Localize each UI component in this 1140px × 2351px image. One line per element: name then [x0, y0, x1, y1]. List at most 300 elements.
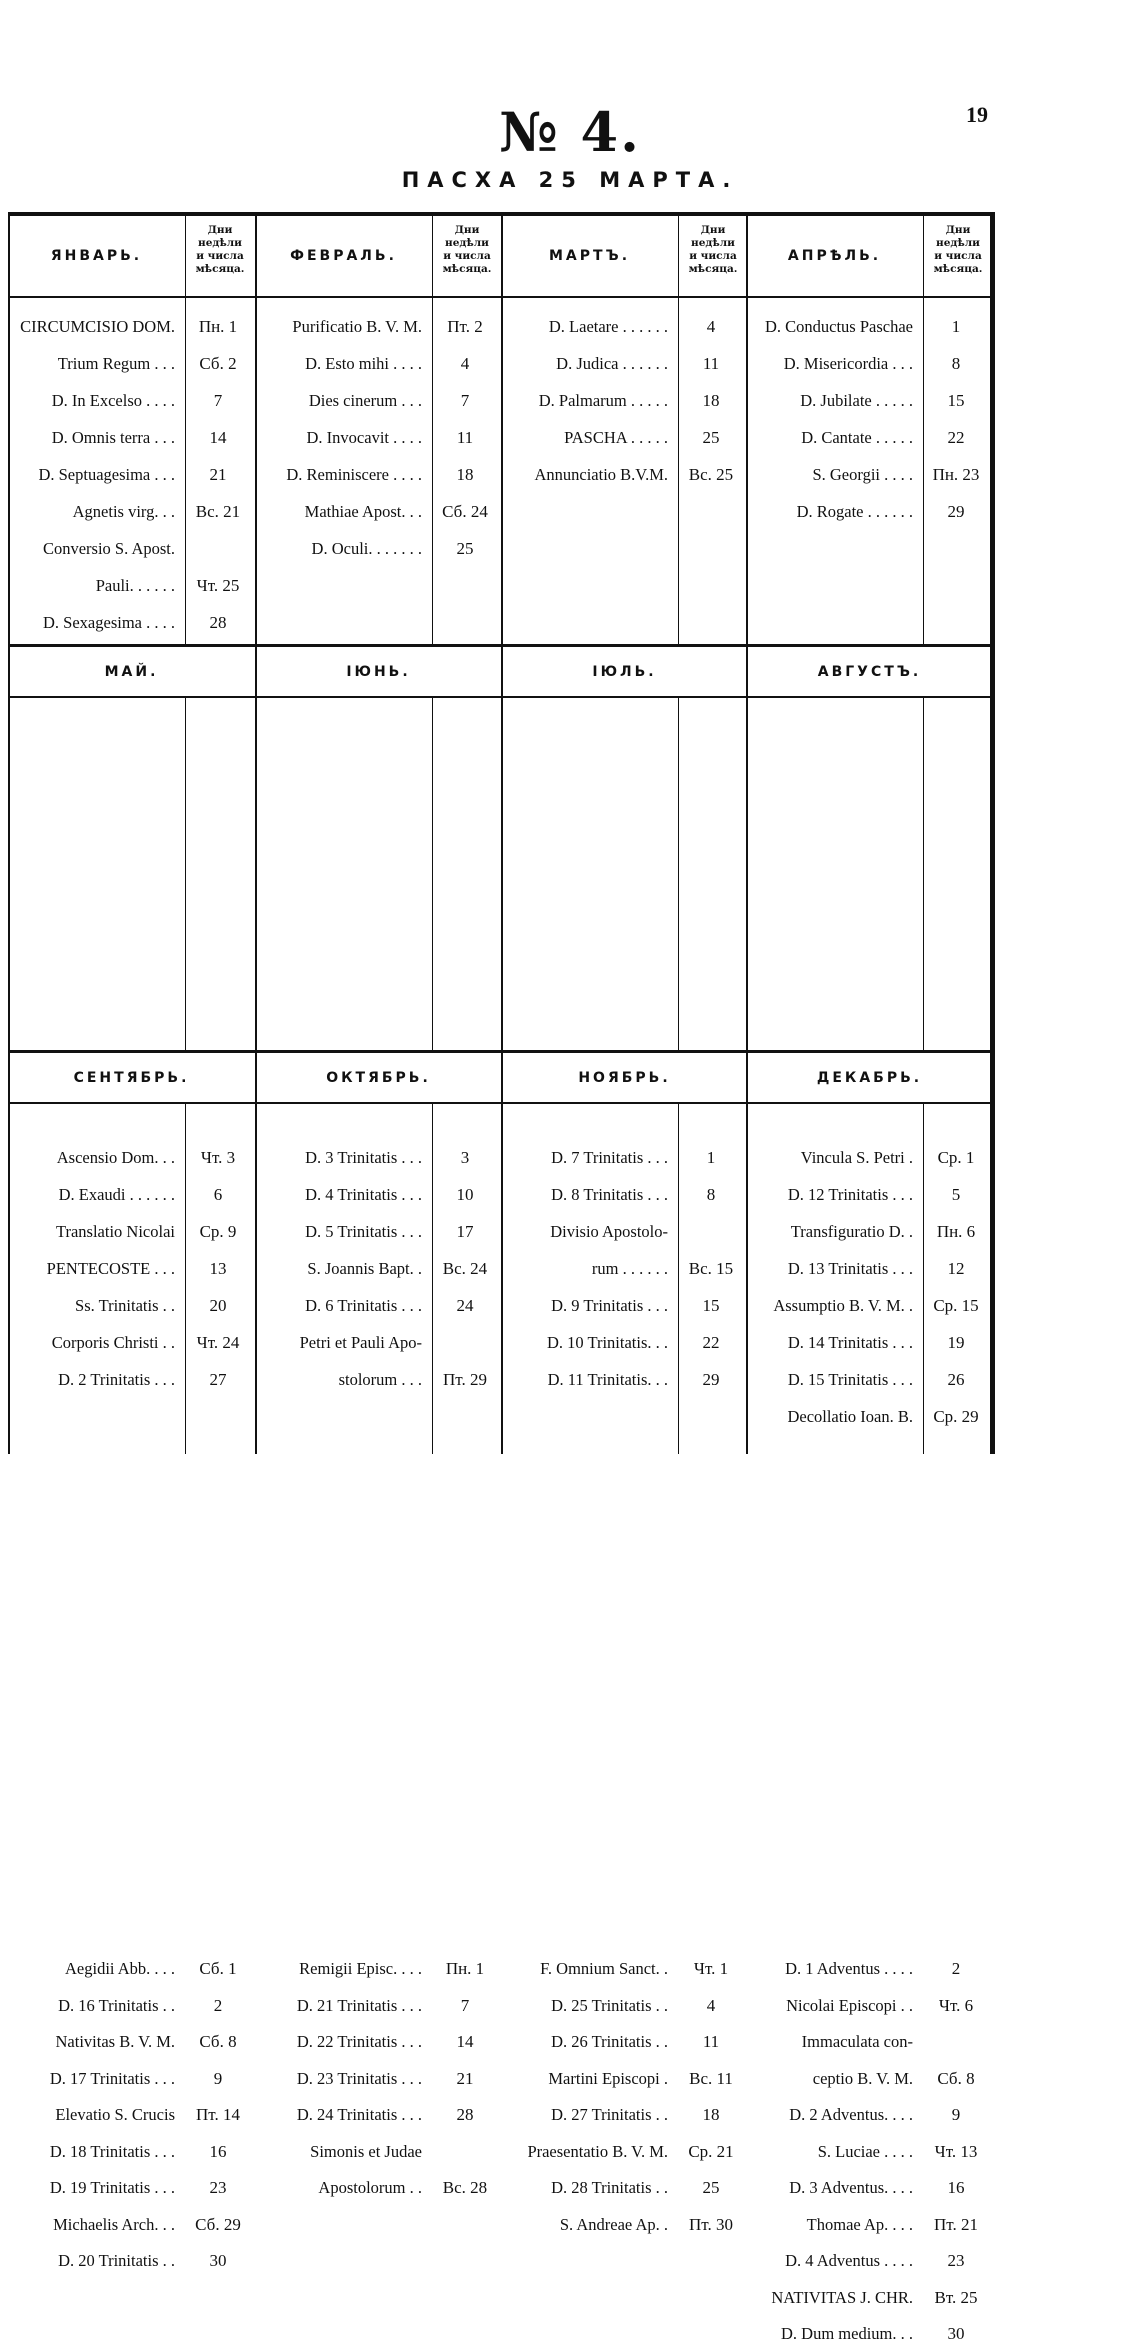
calendar-entry: [10, 495, 253, 529]
entry-day: 21: [456, 2068, 474, 2088]
entry-label: Conversio S. Apost.: [42, 539, 175, 558]
calendar-entry: [257, 1215, 500, 1249]
month-header: МАЙ.: [104, 664, 159, 680]
calendar-entry: [503, 1215, 746, 1249]
calendar-entry: [503, 1252, 746, 1286]
calendar-entry: [10, 2208, 253, 2242]
entry-label: D. 26 Trinitatis . .: [551, 2032, 668, 2051]
entry-label: D. 9 Trinitatis . . .: [551, 1296, 668, 1315]
entry-day: 4: [460, 354, 470, 373]
calendar-entry: [748, 1215, 991, 1249]
calendar-entry: [503, 1289, 746, 1323]
entry-day: 9: [213, 2068, 223, 2088]
calendar-entry: [748, 1989, 991, 2023]
entry-day: Чт. 6: [938, 1995, 974, 2015]
days-header-line: Дни: [945, 224, 971, 236]
entry-label: Nativitas B. V. M.: [55, 2032, 175, 2051]
entry-day: Вс. 21: [195, 502, 241, 521]
entry-day: Пт. 30: [689, 2214, 733, 2234]
calendar-entry: [10, 2098, 253, 2132]
days-header-line: мѣсяца.: [195, 263, 245, 275]
calendar-entry: [748, 347, 991, 381]
entry-label: Apostolorum . .: [318, 2178, 422, 2197]
month-column-border: [501, 1050, 503, 1454]
days-header-line: недѣли: [198, 237, 242, 249]
entry-label: D. In Excelso . . . .: [51, 391, 175, 410]
days-header-line: мѣсяца.: [688, 263, 738, 275]
entry-day: 19: [947, 1333, 965, 1352]
calendar-entry: [10, 310, 253, 344]
entry-label: D. 24 Trinitatis . . .: [296, 2105, 422, 2124]
entry-day: 11: [702, 354, 720, 373]
days-header-line: Дни: [700, 224, 726, 236]
days-header-line: Дни: [454, 224, 480, 236]
entry-day: 7: [213, 391, 223, 410]
calendar-entry: [10, 421, 253, 455]
entry-day: 17: [456, 1222, 474, 1241]
entry-label: Ascensio Dom. . .: [56, 1148, 175, 1167]
entry-label: Transfiguratio D. .: [790, 1222, 913, 1241]
entry-day: 7: [460, 1995, 470, 2015]
calendar-entry: [503, 458, 746, 492]
entry-label: D. 19 Trinitatis . . .: [49, 2178, 175, 2197]
entry-label: D. 21 Trinitatis . . .: [296, 1995, 422, 2015]
calendar-entry: [10, 2062, 253, 2096]
entry-label: D. Rogate . . . . . .: [796, 502, 913, 521]
days-header-line: мѣсяца.: [933, 263, 983, 275]
calendar-entry: [257, 1178, 500, 1212]
entry-day: 9: [951, 2105, 961, 2124]
entry-day: Ср. 9: [199, 1222, 237, 1241]
entry-day: 5: [951, 1185, 961, 1204]
calendar-entry: [257, 1252, 500, 1286]
entry-day: Чт. 13: [934, 2141, 978, 2161]
entry-day: Сб. 8: [199, 2032, 237, 2051]
calendar-entry: [10, 1989, 253, 2023]
entry-day: Пн. 1: [445, 1959, 485, 1978]
calendar-entry: [10, 1178, 253, 1212]
days-column-border: [678, 1102, 679, 1454]
entry-day: Сб. 8: [937, 2068, 975, 2088]
entry-day: 16: [209, 2141, 227, 2161]
calendar-entry: [10, 384, 253, 418]
entry-day: 23: [209, 2178, 227, 2197]
calendar-entry: [748, 2317, 991, 2351]
days-column-border: [923, 1102, 924, 1454]
calendar-entry: [257, 347, 500, 381]
entry-label: F. Omnium Sanct. .: [540, 1959, 668, 1978]
entry-label: ceptio B. V. M.: [812, 2068, 913, 2088]
entry-label: Ss. Trinitatis . .: [75, 1296, 175, 1315]
entry-day: Чт. 3: [200, 1148, 236, 1167]
entry-label: D. Oculi. . . . . . .: [311, 539, 422, 558]
days-header-line: и числа: [443, 250, 491, 262]
entry-day: 25: [702, 2178, 720, 2197]
entry-label: D. 25 Trinitatis . .: [551, 1995, 668, 2015]
entry-label: D. 20 Trinitatis . .: [58, 2251, 175, 2270]
entry-day: 8: [951, 354, 961, 373]
page-subtitle: ПАСХА 25 МАРТА.: [401, 168, 739, 192]
entry-day: 11: [456, 428, 474, 447]
entry-label: D. Dum medium. . .: [781, 2324, 913, 2343]
entry-label: D. 15 Trinitatis . . .: [787, 1370, 913, 1389]
calendar-entry: [748, 2171, 991, 2205]
days-column-border: [432, 696, 433, 1050]
entry-label: Mathiae Apost. . .: [304, 502, 422, 521]
entry-label: D. 28 Trinitatis . .: [551, 2178, 668, 2197]
days-column-header: [187, 224, 253, 276]
entry-label: S. Luciae . . . .: [817, 2141, 913, 2161]
entry-day: 23: [947, 2251, 965, 2270]
calendar-entry: [257, 532, 500, 566]
calendar-entry: [10, 2244, 253, 2278]
calendar-entry: [257, 1141, 500, 1175]
entry-label: D. 6 Trinitatis . . .: [305, 1296, 422, 1315]
entry-day: 26: [947, 1370, 965, 1389]
days-header-line: и числа: [934, 250, 982, 262]
month-header: ФЕВРАЛЬ.: [290, 248, 397, 264]
calendar-entry: [748, 1289, 991, 1323]
entry-day: Вс. 25: [688, 465, 734, 484]
entry-label: D. 14 Trinitatis . . .: [787, 1333, 913, 1352]
days-column-border: [432, 1102, 433, 1454]
calendar-entry: [503, 2025, 746, 2059]
days-header-line: мѣсяца.: [442, 263, 492, 275]
calendar-entry: [748, 1952, 991, 1986]
calendar-entry: [748, 2208, 991, 2242]
entry-day: 28: [209, 613, 227, 632]
month-header: ІЮЛЬ.: [592, 664, 657, 680]
entry-label: D. 4 Trinitatis . . .: [305, 1185, 422, 1204]
entry-day: 1: [706, 1148, 716, 1167]
entry-day: Сб. 24: [442, 502, 488, 521]
calendar-entry: [503, 421, 746, 455]
days-header-line: и числа: [196, 250, 244, 262]
calendar-entry: [503, 1363, 746, 1397]
entry-day: Пт. 21: [934, 2214, 978, 2234]
entry-label: S. Georgii . . . .: [812, 465, 913, 484]
calendar-entry: [748, 495, 991, 529]
entry-label: Michaelis Arch. . .: [53, 2214, 175, 2234]
entry-label: D. 2 Adventus. . . .: [789, 2105, 913, 2124]
entry-day: Пн. 6: [936, 1222, 976, 1241]
entry-day: 15: [947, 391, 965, 410]
calendar-entry: [748, 1178, 991, 1212]
calendar-entry: [257, 2171, 500, 2205]
entry-day: Ср. 21: [688, 2141, 734, 2161]
entry-day: 29: [702, 1370, 720, 1389]
entry-day: 22: [947, 428, 965, 447]
calendar-entry: [503, 1178, 746, 1212]
entry-label: Annunciatio B.V.M.: [534, 465, 668, 484]
entry-day: 18: [702, 2105, 720, 2124]
days-header-line: недѣли: [936, 237, 980, 249]
entry-label: Nicolai Episcopi . .: [786, 1995, 913, 2015]
entry-day: Вс. 28: [442, 2178, 488, 2197]
calendar-entry: [10, 2025, 253, 2059]
entry-label: D. Septuagesima . . .: [38, 465, 175, 484]
entry-day: Чт. 25: [196, 576, 240, 595]
entry-day: 6: [213, 1185, 223, 1204]
days-column-header: [925, 224, 991, 276]
page-number: 19: [966, 102, 988, 127]
entry-label: D. 17 Trinitatis . . .: [49, 2068, 175, 2088]
entry-label: D. 23 Trinitatis . . .: [296, 2068, 422, 2088]
entry-label: D. 1 Adventus . . . .: [785, 1959, 913, 1978]
entry-day: 22: [702, 1333, 720, 1352]
entry-day: 30: [209, 2251, 227, 2270]
entry-day: 28: [456, 2105, 474, 2124]
entry-label: Petri et Pauli Apo-: [299, 1333, 422, 1352]
month-header: ОКТЯБРЬ.: [326, 1070, 431, 1086]
calendar-entry: [10, 1215, 253, 1249]
days-column-border: [185, 696, 186, 1050]
entry-label: D. 5 Trinitatis . . .: [305, 1222, 422, 1241]
entry-label: CIRCUMCISIO DOM.: [20, 317, 175, 336]
entry-day: Сб. 1: [199, 1959, 237, 1978]
calendar-entry: [503, 2135, 746, 2169]
calendar-entry: [748, 384, 991, 418]
entry-day: 25: [702, 428, 720, 447]
calendar-entry: [257, 1289, 500, 1323]
entry-label: stolorum . . .: [338, 1370, 422, 1389]
entry-label: PENTECOSTE . . .: [46, 1259, 175, 1278]
entry-label: D. 8 Trinitatis . . .: [551, 1185, 668, 1204]
month-header: ІЮНЬ.: [346, 664, 411, 680]
days-column-border: [185, 1102, 186, 1454]
entry-day: Ср. 1: [937, 1148, 975, 1167]
calendar-entry: [503, 1141, 746, 1175]
entry-day: 27: [209, 1370, 227, 1389]
entry-label: D. 12 Trinitatis . . .: [787, 1185, 913, 1204]
entry-label: D. Palmarum . . . . .: [538, 391, 668, 410]
entry-label: D. Sexagesima . . . .: [43, 613, 175, 632]
entry-label: D. 3 Adventus. . . .: [789, 2178, 913, 2197]
entry-label: D. 11 Trinitatis. . .: [547, 1370, 668, 1389]
month-header: СЕНТЯБРЬ.: [73, 1070, 190, 1086]
entry-label: Elevatio S. Crucis: [55, 2105, 175, 2124]
calendar-entry: [503, 384, 746, 418]
days-header-line: и числа: [689, 250, 737, 262]
calendar-entry: [10, 347, 253, 381]
calendar-entry: [748, 1363, 991, 1397]
entry-label: D. Exaudi . . . . . .: [58, 1185, 175, 1204]
entry-day: 14: [209, 428, 227, 447]
calendar-entry: [748, 421, 991, 455]
calendar-entry: [503, 310, 746, 344]
entry-label: Vincula S. Petri .: [800, 1148, 913, 1167]
entry-day: 15: [702, 1296, 720, 1315]
calendar-entry: [257, 2025, 500, 2059]
entry-label: Praesentatio B. V. M.: [527, 2141, 668, 2161]
calendar-entry: [748, 310, 991, 344]
calendar-entry: [257, 310, 500, 344]
entry-day: 18: [456, 465, 474, 484]
calendar-entry: [503, 2171, 746, 2205]
calendar-entry: [10, 2135, 253, 2169]
entry-day: Чт. 24: [196, 1333, 240, 1352]
days-header-line: недѣли: [691, 237, 735, 249]
entry-day: Ср. 15: [933, 1296, 979, 1315]
calendar-entry: [748, 2281, 991, 2315]
entry-day: Сб. 29: [195, 2214, 241, 2234]
entry-label: D. 3 Trinitatis . . .: [305, 1148, 422, 1167]
entry-day: 20: [209, 1296, 227, 1315]
entry-label: D. Invocavit . . . .: [306, 428, 422, 447]
entry-label: Trium Regum . . .: [57, 354, 175, 373]
entry-label: Corporis Christi . .: [51, 1333, 175, 1352]
calendar-entry: [10, 1141, 253, 1175]
entry-day: 11: [702, 2032, 720, 2051]
page-title: № 4.: [499, 100, 641, 164]
entry-label: D. Judica . . . . . .: [556, 354, 668, 373]
entry-label: Decollatio Ioan. B.: [787, 1407, 913, 1426]
entry-label: PASCHA . . . . .: [564, 428, 668, 447]
calendar-entry: [748, 458, 991, 492]
calendar-entry: [503, 2208, 746, 2242]
calendar-entry: [257, 495, 500, 529]
month-column-border: [255, 644, 257, 1050]
entry-label: rum . . . . . .: [591, 1259, 668, 1278]
entry-day: 29: [947, 502, 965, 521]
calendar-entry: [748, 2025, 991, 2059]
calendar-entry: [10, 1363, 253, 1397]
entry-day: 18: [702, 391, 720, 410]
entry-label: Dies cinerum . . .: [308, 391, 422, 410]
days-header-line: недѣли: [445, 237, 489, 249]
calendar-entry: [748, 1252, 991, 1286]
entry-day: 25: [456, 539, 474, 558]
calendar-entry: [748, 1141, 991, 1175]
entry-label: D. Jubilate . . . . .: [800, 391, 913, 410]
entry-label: D. Misericordia . . .: [783, 354, 913, 373]
entry-day: Ср. 29: [933, 1407, 979, 1426]
calendar-entry: [748, 2135, 991, 2169]
calendar-entry: [257, 1989, 500, 2023]
calendar-entry: [10, 1289, 253, 1323]
entry-day: Вс. 24: [442, 1259, 488, 1278]
entry-day: Сб. 2: [199, 354, 237, 373]
entry-label: Assumptio B. V. M. .: [773, 1296, 913, 1315]
entry-label: D. Omnis terra . . .: [51, 428, 175, 447]
entry-day: Пт. 2: [447, 317, 483, 336]
calendar-entry: [10, 1952, 253, 1986]
days-column-border: [923, 696, 924, 1050]
entry-label: D. 27 Trinitatis . .: [551, 2105, 668, 2124]
calendar-entry: [503, 347, 746, 381]
entry-day: Вс. 11: [689, 2068, 733, 2088]
month-column-border: [255, 1050, 257, 1454]
calendar-entry: [257, 458, 500, 492]
entry-label: Remigii Episc. . . .: [299, 1959, 422, 1978]
entry-day: Пн. 1: [198, 317, 238, 336]
month-header: ДЕКАБРЬ.: [816, 1070, 923, 1086]
entry-day: 21: [209, 465, 227, 484]
calendar-entry: [10, 1326, 253, 1360]
entry-label: Immaculata con-: [801, 2032, 913, 2051]
entry-label: Pauli. . . . . .: [95, 576, 175, 595]
calendar-entry: [257, 2135, 500, 2169]
entry-label: S. Joannis Bapt. .: [307, 1259, 422, 1278]
entry-label: D. Cantate . . . . .: [801, 428, 913, 447]
entry-label: D. 16 Trinitatis . .: [58, 1995, 175, 2015]
calendar-entry: [748, 1326, 991, 1360]
calendar-entry: [257, 1952, 500, 1986]
entry-day: Пн. 23: [932, 465, 980, 484]
entry-day: 30: [947, 2324, 965, 2343]
calendar-entry: [257, 2098, 500, 2132]
month-header: ЯНВАРЬ.: [50, 248, 143, 264]
calendar-entry: [10, 532, 253, 566]
entry-day: 24: [456, 1296, 474, 1315]
calendar-entry: [748, 2062, 991, 2096]
entry-label: D. 7 Trinitatis . . .: [551, 1148, 668, 1167]
entry-label: D. 13 Trinitatis . . .: [787, 1259, 913, 1278]
entry-day: 4: [706, 317, 716, 336]
calendar-entry: [748, 1400, 991, 1434]
calendar-entry: [748, 2244, 991, 2278]
entry-day: Чт. 1: [693, 1959, 729, 1978]
days-column-header: [434, 224, 500, 276]
entry-day: 13: [209, 1259, 227, 1278]
entry-day: 4: [706, 1995, 716, 2015]
calendar-entry: [257, 2062, 500, 2096]
entry-day: Вт. 25: [934, 2287, 978, 2307]
days-column-header: [680, 224, 746, 276]
entry-day: 7: [460, 391, 470, 410]
entry-label: Agnetis virg. . .: [72, 502, 175, 521]
entry-label: NATIVITAS J. CHR.: [771, 2287, 913, 2307]
month-header: НОЯБРЬ.: [578, 1070, 671, 1086]
entry-label: Purificatio B. V. M.: [292, 317, 422, 336]
calendar-entry: [503, 1326, 746, 1360]
entry-day: Пт. 14: [196, 2105, 240, 2124]
entry-label: D. Conductus Paschae: [764, 317, 913, 336]
entry-day: 3: [460, 1148, 470, 1167]
entry-label: Martini Episcopi .: [548, 2068, 668, 2088]
calendar-entry: [503, 1952, 746, 1986]
entry-day: 2: [213, 1995, 223, 2015]
month-column-border: [746, 644, 748, 1050]
calendar-entry: [257, 1363, 500, 1397]
entry-day: 12: [947, 1259, 965, 1278]
entry-label: S. Andreae Ap. .: [559, 2214, 668, 2234]
entry-label: D. 22 Trinitatis . . .: [296, 2032, 422, 2051]
entry-label: D. 18 Trinitatis . . .: [49, 2141, 175, 2161]
month-column-border: [501, 644, 503, 1050]
entry-label: Thomae Ap. . . .: [806, 2214, 913, 2234]
calendar-entry: [257, 1326, 500, 1360]
calendar-entry: [10, 458, 253, 492]
entry-day: Вс. 15: [688, 1259, 734, 1278]
month-header: АВГУСТЪ.: [817, 664, 922, 680]
calendar-entry: [257, 421, 500, 455]
month-column-border: [746, 1050, 748, 1454]
entry-day: 16: [947, 2178, 965, 2197]
entry-label: Translatio Nicolai: [55, 1222, 175, 1241]
month-header: АПРѢЛЬ.: [787, 248, 882, 264]
entry-day: 2: [951, 1959, 961, 1978]
entry-label: D. 10 Trinitatis. . .: [546, 1333, 668, 1352]
entry-label: D. Esto mihi . . . .: [305, 354, 422, 373]
calendar-entry: [748, 2098, 991, 2132]
calendar-entry: [503, 2098, 746, 2132]
calendar-entry: [10, 1252, 253, 1286]
entry-label: D. Reminiscere . . . .: [286, 465, 422, 484]
calendar-entry: [257, 384, 500, 418]
calendar-entry: [10, 2171, 253, 2205]
entry-label: Simonis et Judae: [310, 2141, 422, 2161]
